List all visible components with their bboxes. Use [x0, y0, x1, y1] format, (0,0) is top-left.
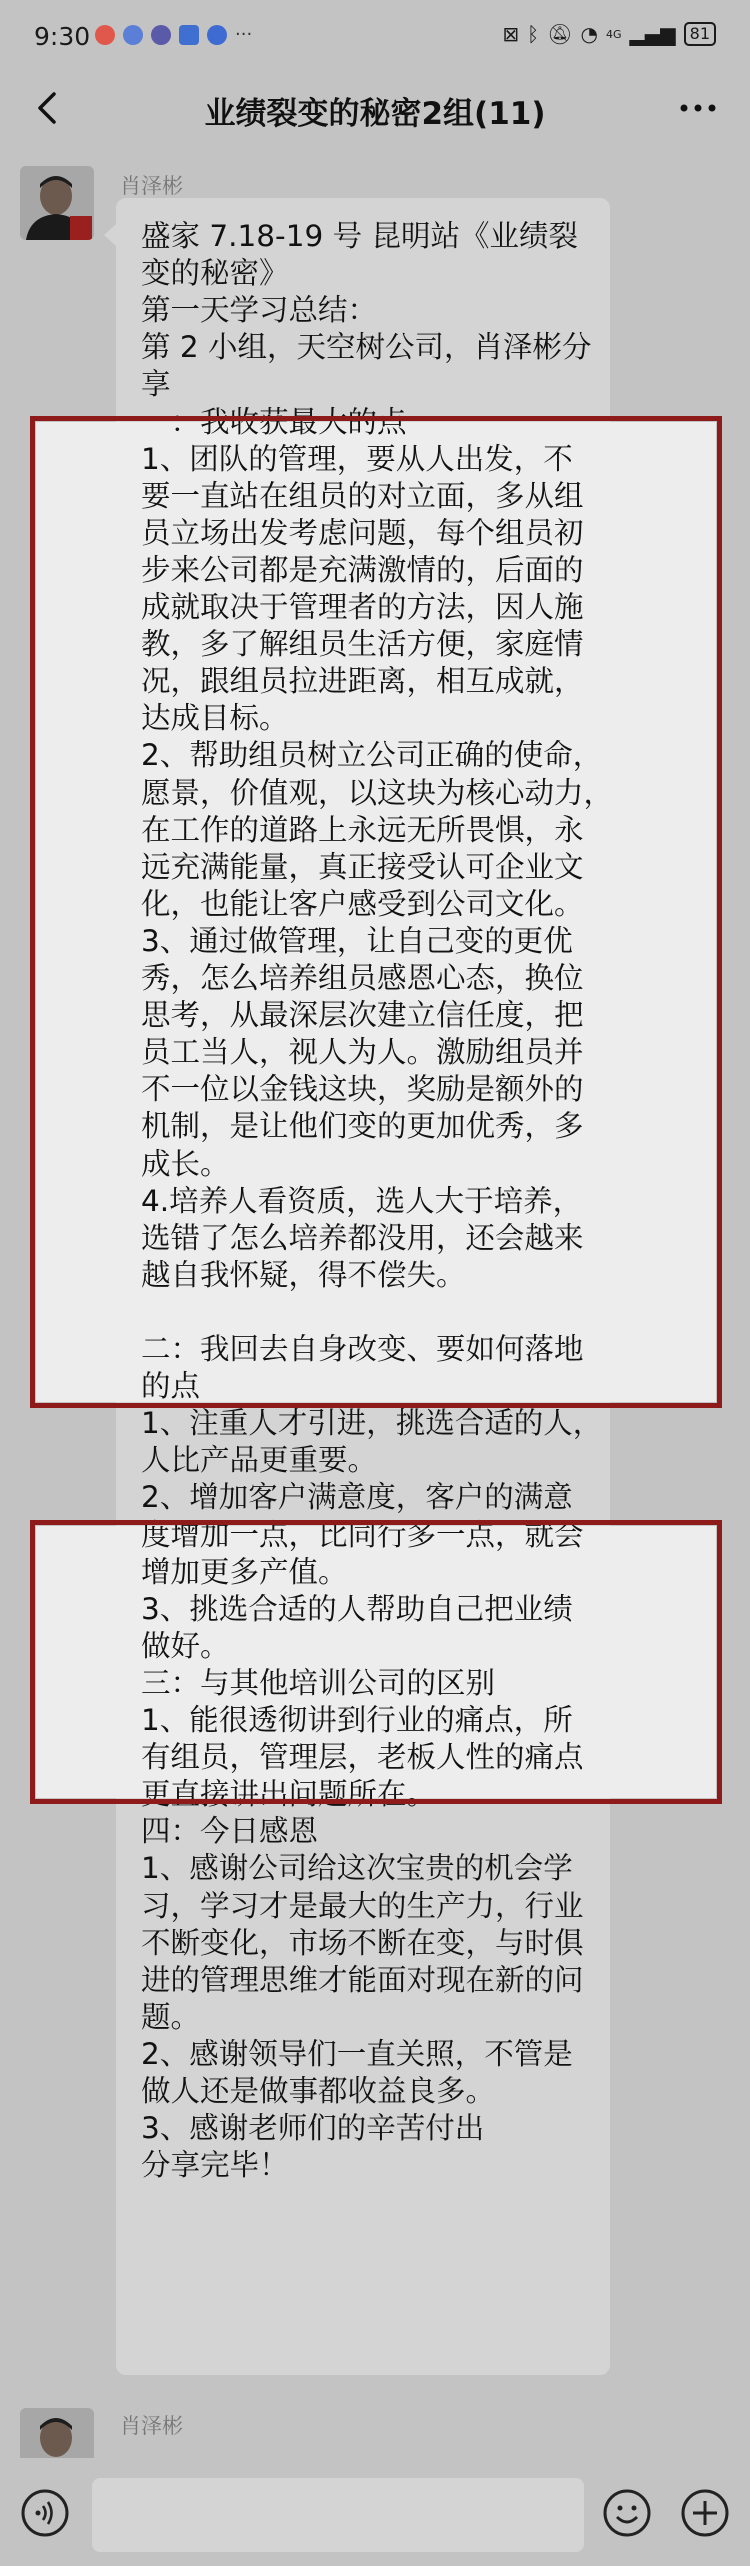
message-line: 不断变化，市场不断在变，与时俱	[141, 1926, 584, 1960]
message-line: 选错了怎么培养都没用，还会越来	[141, 1221, 584, 1255]
message-line: 要一直站在组员的对立面，多从组	[141, 479, 584, 513]
message-line: 不一位以金钱这块，奖励是额外的	[141, 1072, 584, 1106]
nfc-icon: ⊠	[502, 22, 520, 46]
message-line: 越自我怀疑，得不偿失。	[141, 1258, 466, 1292]
weibo-icon	[95, 25, 115, 45]
message-line: 变的秘密》	[141, 256, 289, 290]
more-dots-icon[interactable]	[676, 88, 720, 128]
emoji-icon[interactable]	[602, 2488, 652, 2538]
sender-name: 肖泽彬	[120, 2414, 183, 2438]
input-bar	[0, 2458, 750, 2566]
message-line: 习，学习才是最大的生产力，行业	[141, 1889, 584, 1923]
mute-icon: 🔕︎	[547, 22, 573, 46]
annotation-box	[30, 416, 722, 1408]
message-line: 化，也能让客户感受到公司文化。	[141, 887, 584, 921]
annotation-box	[30, 1520, 722, 1804]
baidu-icon	[207, 25, 227, 45]
message-line: 二：我回去自身改变、要如何落地	[141, 1332, 584, 1366]
signal-bars-icon: ▂▄▆	[629, 22, 676, 46]
wifi-icon: ◔	[580, 22, 598, 46]
message-line: 一：我收获最大的点	[141, 405, 407, 439]
chat-title: 业绩裂变的秘密2组(11)	[204, 96, 546, 132]
message-line: 教，多了解组员生活方便，家庭情	[141, 627, 584, 661]
message-line: 机制，是让他们变的更加优秀，多	[141, 1109, 584, 1143]
message-line: 增加更多产值。	[141, 1555, 348, 1589]
message-line: 度增加一点，比同行多一点，就会	[141, 1518, 584, 1552]
app-icon	[179, 25, 199, 45]
message-line: 盛家 7.18-19 号 昆明站《业绩裂	[141, 219, 578, 253]
message-line: 在工作的道路上永远无所畏惧，永	[141, 813, 584, 847]
message-line: 况，跟组员拉进距离，相互成就，	[141, 664, 584, 698]
message-line: 的点	[141, 1369, 201, 1403]
message-line: 1、感谢公司给这次宝贵的机会学	[141, 1851, 573, 1885]
message-line: 第一天学习总结：	[141, 293, 378, 327]
message-line: 1、能很透彻讲到行业的痛点，所	[141, 1703, 573, 1737]
message-line: 题。	[141, 2000, 201, 2034]
system-icons	[502, 22, 716, 46]
message-line: 2、增加客户满意度，客户的满意	[141, 1480, 573, 1514]
status-bar	[0, 0, 750, 74]
message-line: 做好。	[141, 1629, 230, 1663]
message-line: 秀，怎么培养组员感恩心态，换位	[141, 961, 584, 995]
more-notifications-icon: ···	[235, 24, 253, 45]
message-line: 达成目标。	[141, 701, 289, 735]
signal-icon: 4G	[605, 27, 622, 41]
message-line: 3、通过做管理，让自己变的更优	[141, 924, 573, 958]
notification-icons	[95, 24, 252, 45]
battery-icon: 81	[684, 22, 716, 46]
message-line: 员工当人，视人为人。激励组员并	[141, 1035, 584, 1069]
message-line: 享	[141, 367, 171, 401]
message-line: 更直接讲出问题所在。	[141, 1777, 437, 1811]
chat-header	[0, 74, 750, 144]
message-line: 有组员，管理层，老板人性的痛点	[141, 1740, 584, 1774]
message-line: 第 2 小组，天空树公司，肖泽彬分	[141, 330, 592, 364]
message-line: 3、感谢老师们的辛苦付出	[141, 2111, 485, 2145]
message-line: 2、感谢领导们一直关照，不管是	[141, 2037, 573, 2071]
message-line: 员立场出发考虑问题，每个组员初	[141, 516, 584, 550]
message-input[interactable]	[92, 2478, 584, 2552]
message-line: 远充满能量，真正接受认可企业文	[141, 850, 584, 884]
sender-name: 肖泽彬	[120, 174, 183, 198]
voice-icon[interactable]	[20, 2488, 70, 2538]
message-line: 愿景，价值观，以这块为核心动力，	[141, 776, 614, 810]
message-line: 成就取决于管理者的方法，因人施	[141, 590, 584, 624]
message-line: 1、团队的管理，要从人出发，不	[141, 442, 573, 476]
message-line: 2、帮助组员树立公司正确的使命，	[141, 738, 603, 772]
message-line: 进的管理思维才能面对现在新的问	[141, 1963, 584, 1997]
message-line: 人比产品更重要。	[141, 1443, 378, 1477]
message-line: 做人还是做事都收益良多。	[141, 2074, 496, 2108]
message-line: 三：与其他培训公司的区别	[141, 1666, 496, 1700]
bubble-tail	[104, 224, 116, 246]
message-line: 四：今日感恩	[141, 1814, 319, 1848]
avatar[interactable]	[20, 2408, 94, 2458]
message-line: 3、挑选合适的人帮助自己把业绩	[141, 1592, 573, 1626]
status-time: 9:30	[34, 22, 91, 51]
avatar[interactable]	[20, 166, 94, 240]
plus-icon[interactable]	[680, 2488, 730, 2538]
bluetooth-icon: ᛒ	[527, 22, 540, 46]
message-line: 4.培养人看资质，选人大于培养，	[141, 1184, 583, 1218]
message-line: 分享完毕！	[141, 2148, 289, 2182]
message-line: 成长。	[141, 1147, 230, 1181]
message-line: 思考，从最深层次建立信任度，把	[141, 998, 584, 1032]
app-icon	[123, 25, 143, 45]
message-line: 步来公司都是充满激情的，后面的	[141, 553, 584, 587]
message-line: 1、注重人才引进，挑选合适的人，	[141, 1406, 603, 1440]
app-icon	[151, 25, 171, 45]
